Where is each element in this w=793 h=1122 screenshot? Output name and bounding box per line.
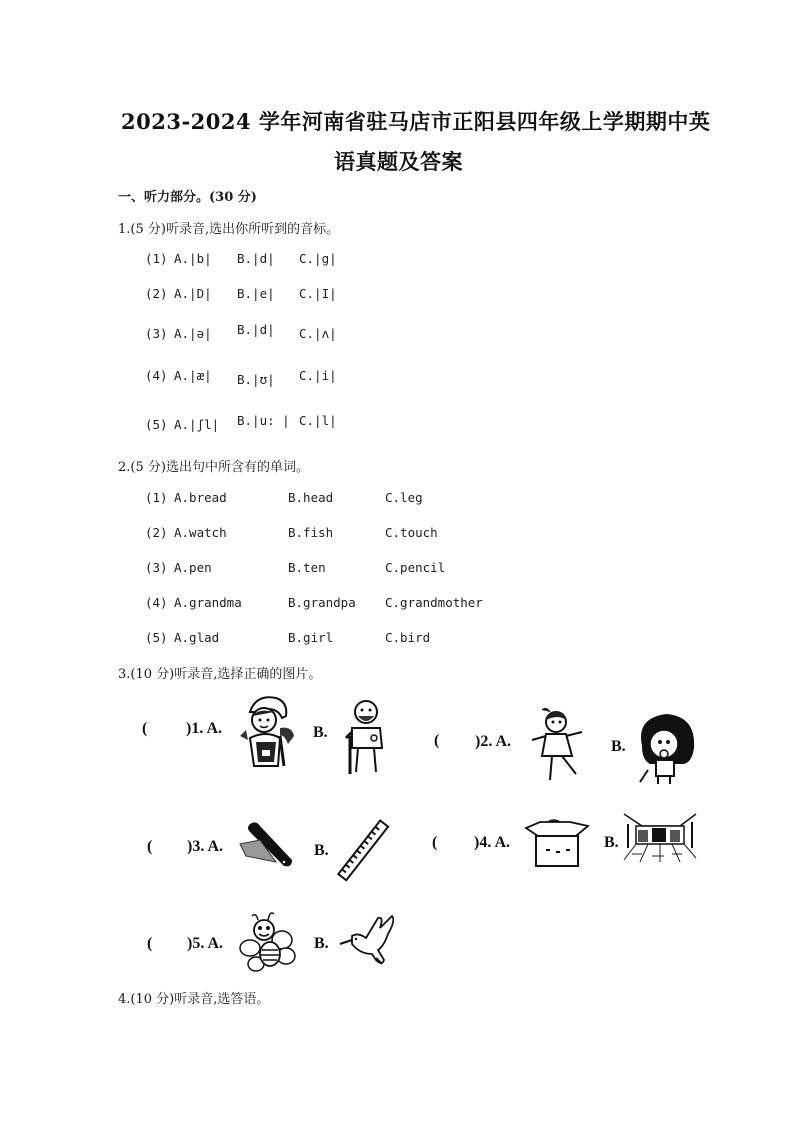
option-c: C.|ʌ| [299,326,337,341]
item-label: )5. A. [187,935,223,952]
option-c: C.|g| [299,251,337,266]
option-a: A.watch [174,525,227,540]
answer-paren[interactable]: ( [142,720,148,737]
option-b: B.|d| [237,322,275,337]
option-a: A.|b| [174,251,212,266]
option-c: C.|l| [299,413,337,428]
item-label: )1. A. [186,720,222,737]
option-c: C.leg [385,490,423,505]
box-with-clock-icon [522,812,592,868]
document-title-line2: 语真题及答案 [334,149,463,174]
option-c: C.pencil [385,560,446,575]
row-number: (3) [145,560,168,575]
option-c: C.bird [385,630,431,645]
option-b: B.girl [288,630,334,645]
option-b-label: B. [314,935,329,952]
row-number: (4) [145,595,168,610]
item-label: )2. A. [475,733,511,750]
option-c: C.grandmother [385,595,483,610]
option-a: A.grandma [174,595,242,610]
row-number: (5) [145,630,168,645]
option-a: A.pen [174,560,212,575]
option-c: C.|I| [299,286,337,301]
option-b: B.|ʊ| [237,372,275,387]
option-b-label: B. [604,834,619,851]
option-a: A.|D| [174,286,212,301]
option-a: A.|æ| [174,368,212,383]
option-b: B.|d| [237,251,275,266]
answer-paren[interactable]: ( [147,935,153,952]
item-label: )4. A. [474,834,510,851]
option-b: B.fish [288,525,334,540]
row-number: (1) [145,490,168,505]
row-number: (1) [145,251,168,266]
option-a: A.|ə| [174,326,212,341]
option-b: B.|e| [237,286,275,301]
row-number: (5) [145,417,168,432]
row-number: (2) [145,286,168,301]
answer-paren[interactable]: ( [432,834,438,851]
option-b-label: B. [611,738,626,755]
answer-paren[interactable]: ( [147,838,153,855]
knife-sharpener-icon [238,818,296,870]
answer-paren[interactable]: ( [434,732,440,749]
document-title-line1: 2023-2024 学年河南省驻马店市正阳县四年级上学期期中英 [121,109,711,134]
question-3-prompt: 3.(10 分)听录音,选择正确的图片。 [118,667,322,682]
option-a: A.glad [174,630,220,645]
classroom-icon [622,810,698,864]
option-a: A.|ʃl| [174,417,220,432]
option-b: B.grandpa [288,595,356,610]
option-b: B.head [288,490,334,505]
bird-icon [338,914,398,970]
option-a: A.bread [174,490,227,505]
eating-girl-icon [634,710,700,786]
option-b: B.ten [288,560,326,575]
item-label: )3. A. [187,838,223,855]
section-heading-listening: 一、听力部分。(30 分) [118,190,257,205]
question-1-prompt: 1.(5 分)听录音,选出你所听到的音标。 [118,222,340,237]
question-2-prompt: 2.(5 分)选出句中所含有的单词。 [118,460,309,475]
option-b: B.|u: | [237,413,290,428]
option-b-label: B. [314,842,329,859]
question-4-prompt: 4.(10 分)听录音,选答语。 [118,992,270,1007]
row-number: (3) [145,326,168,341]
row-number: (4) [145,368,168,383]
ruler-icon [336,814,392,888]
option-b-label: B. [313,724,328,741]
dancing-girl-icon [528,704,588,784]
option-c: C.|i| [299,368,337,383]
bee-icon [238,910,298,974]
housekeeper-icon [236,690,296,770]
grandpa-icon [340,696,390,776]
row-number: (2) [145,525,168,540]
option-c: C.touch [385,525,438,540]
